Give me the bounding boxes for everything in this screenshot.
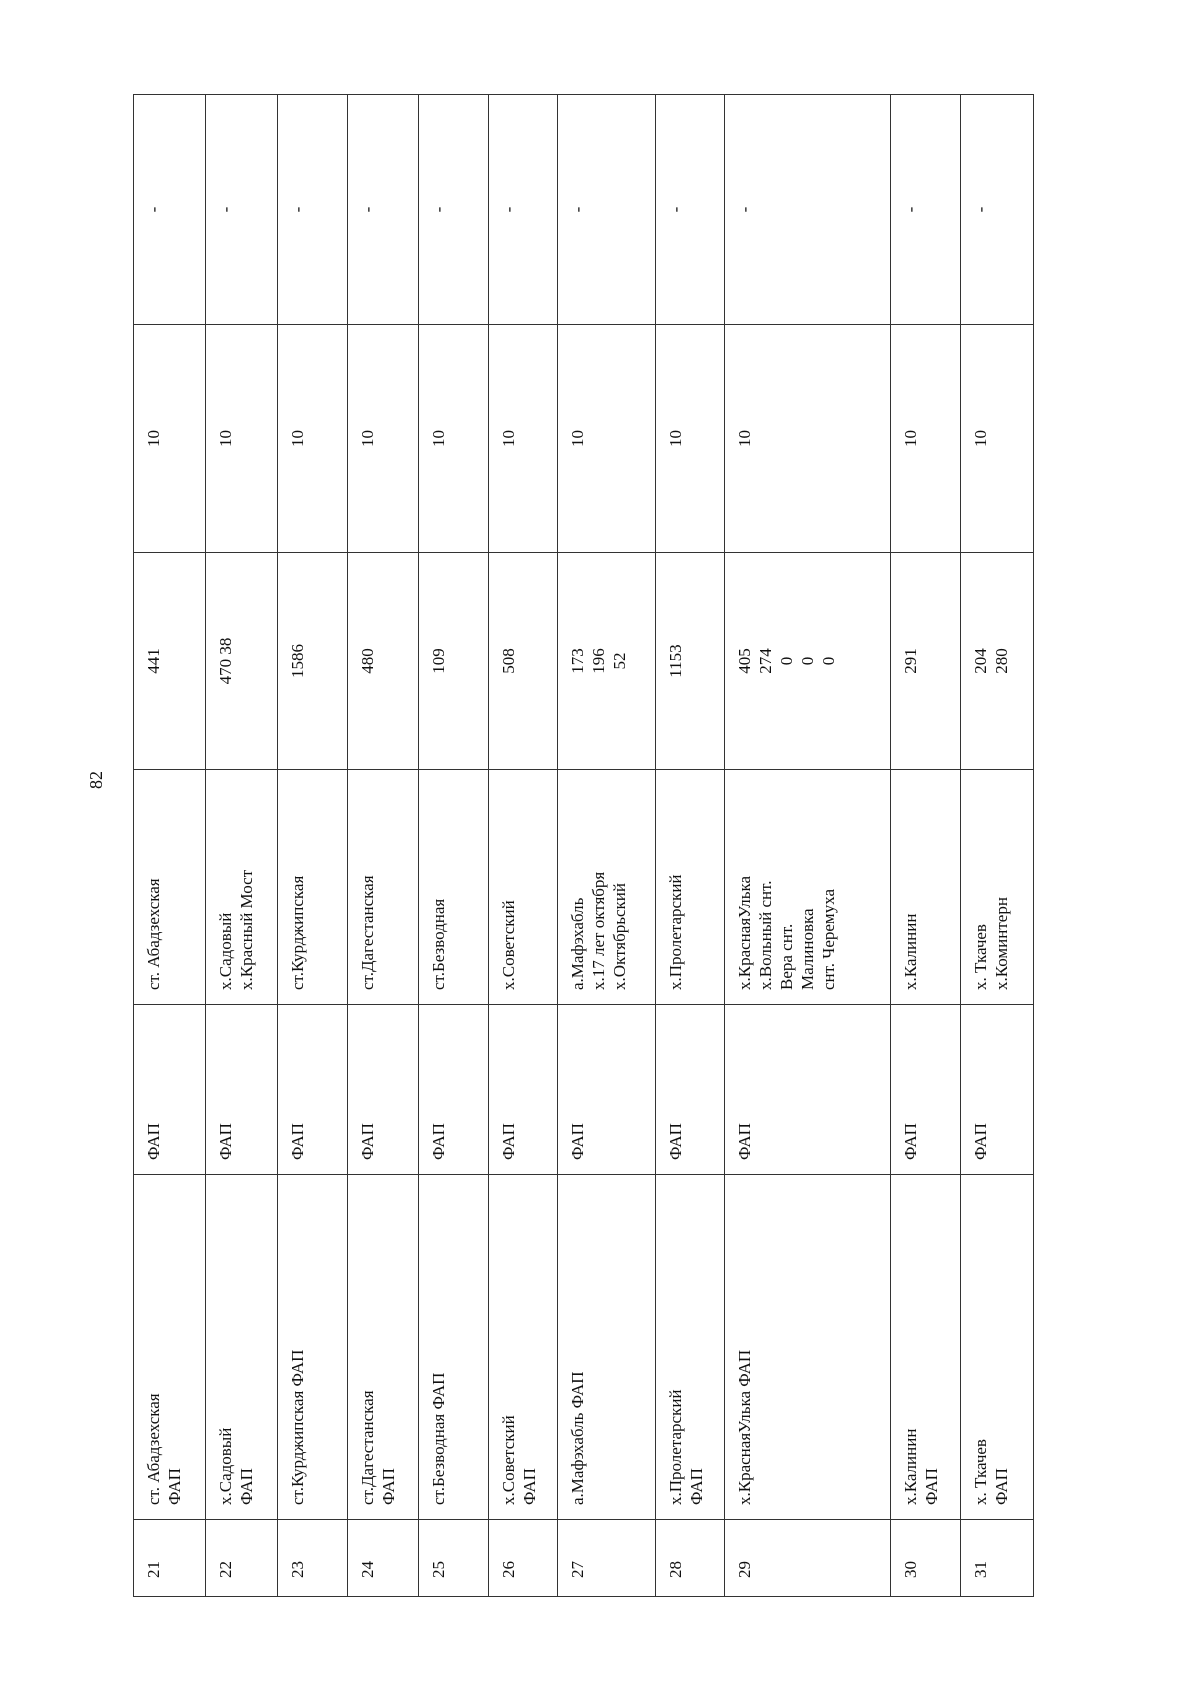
page-number: 82 [86, 771, 106, 789]
value: 10 [348, 325, 419, 553]
facility-name: х. Ткачев ФАП [961, 1175, 1034, 1520]
settlements: ст.Безводная [419, 770, 489, 1005]
settlements: ст. Абадзехская [134, 770, 206, 1005]
population: 109 [419, 553, 489, 770]
row-number: 29 [725, 1520, 891, 1597]
facility-type: ФАП [656, 1005, 725, 1175]
settlements: ст.Дагестанская [348, 770, 419, 1005]
population: 480 [348, 553, 419, 770]
facility-name: ст.Курджипская ФАП [278, 1175, 348, 1520]
note: - [489, 95, 558, 325]
settlements: х.Калинин [891, 770, 961, 1005]
value: 10 [278, 325, 348, 553]
facility-name: ст. Абадзехская ФАП [134, 1175, 206, 1520]
population: 405 274 0 0 0 [725, 553, 891, 770]
settlements: а.Мафэхабль х.17 лет октября х.Октябрьский [558, 770, 656, 1005]
facility-name: х.КраснаяУлька ФАП [725, 1175, 891, 1520]
value: 10 [206, 325, 278, 553]
facility-type: ФАП [558, 1005, 656, 1175]
table-row [419, 95, 489, 1597]
facility-type: ФАП [206, 1005, 278, 1175]
value: 10 [489, 325, 558, 553]
note: - [348, 95, 419, 325]
row-number: 23 [278, 1520, 348, 1597]
value: 10 [656, 325, 725, 553]
row-number: 24 [348, 1520, 419, 1597]
rotated-table-container [133, 95, 1033, 1597]
facility-name: х.Пролетарский ФАП [656, 1175, 725, 1520]
population: 1586 [278, 553, 348, 770]
row-number: 30 [891, 1520, 961, 1597]
table-row [134, 95, 206, 1597]
row-number: 21 [134, 1520, 206, 1597]
facility-name: х.Советский ФАП [489, 1175, 558, 1520]
row-number: 27 [558, 1520, 656, 1597]
note: - [278, 95, 348, 325]
population: 470 38 [206, 553, 278, 770]
row-number: 22 [206, 1520, 278, 1597]
facility-type: ФАП [134, 1005, 206, 1175]
row-number: 26 [489, 1520, 558, 1597]
note: - [206, 95, 278, 325]
facility-type: ФАП [489, 1005, 558, 1175]
facility-type: ФАП [278, 1005, 348, 1175]
population: 173 196 52 [558, 553, 656, 770]
table-row [656, 95, 725, 1597]
value: 10 [891, 325, 961, 553]
note: - [558, 95, 656, 325]
table-row [348, 95, 419, 1597]
note: - [961, 95, 1034, 325]
facility-name: а.Мафэхабль ФАП [558, 1175, 656, 1520]
settlements: х. Ткачев х.Коминтерн [961, 770, 1034, 1005]
table-row [891, 95, 961, 1597]
facility-name: х.Калинин ФАП [891, 1175, 961, 1520]
table-row [558, 95, 656, 1597]
settlements: х.Пролетарский [656, 770, 725, 1005]
value: 10 [725, 325, 891, 553]
population: 441 [134, 553, 206, 770]
facility-type: ФАП [961, 1005, 1034, 1175]
facility-type: ФАП [348, 1005, 419, 1175]
value: 10 [558, 325, 656, 553]
value: 10 [419, 325, 489, 553]
population: 204 280 [961, 553, 1034, 770]
note: - [725, 95, 891, 325]
note: - [419, 95, 489, 325]
table-row [961, 95, 1034, 1597]
population: 291 [891, 553, 961, 770]
facility-type: ФАП [891, 1005, 961, 1175]
note: - [134, 95, 206, 325]
facility-name: ст.Безводная ФАП [419, 1175, 489, 1520]
population: 508 [489, 553, 558, 770]
row-number: 25 [419, 1520, 489, 1597]
facility-name: х.Садовый ФАП [206, 1175, 278, 1520]
note: - [891, 95, 961, 325]
settlements: ст.Курджипская [278, 770, 348, 1005]
table-row [206, 95, 278, 1597]
population: 1153 [656, 553, 725, 770]
value: 10 [134, 325, 206, 553]
settlements: х.Советский [489, 770, 558, 1005]
row-number: 31 [961, 1520, 1034, 1597]
table-row [725, 95, 891, 1597]
facility-name: ст.Дагестанская ФАП [348, 1175, 419, 1520]
row-number: 28 [656, 1520, 725, 1597]
facility-type: ФАП [419, 1005, 489, 1175]
settlements: х.КраснаяУлька х.Вольный снт. Вера снт. Малиновка снт. Черемуха [725, 770, 891, 1005]
table-row [489, 95, 558, 1597]
facilities-table [133, 94, 1034, 1597]
table-row [278, 95, 348, 1597]
note: - [656, 95, 725, 325]
settlements: х.Садовый х.Красный Мост [206, 770, 278, 1005]
facility-type: ФАП [725, 1005, 891, 1175]
value: 10 [961, 325, 1034, 553]
